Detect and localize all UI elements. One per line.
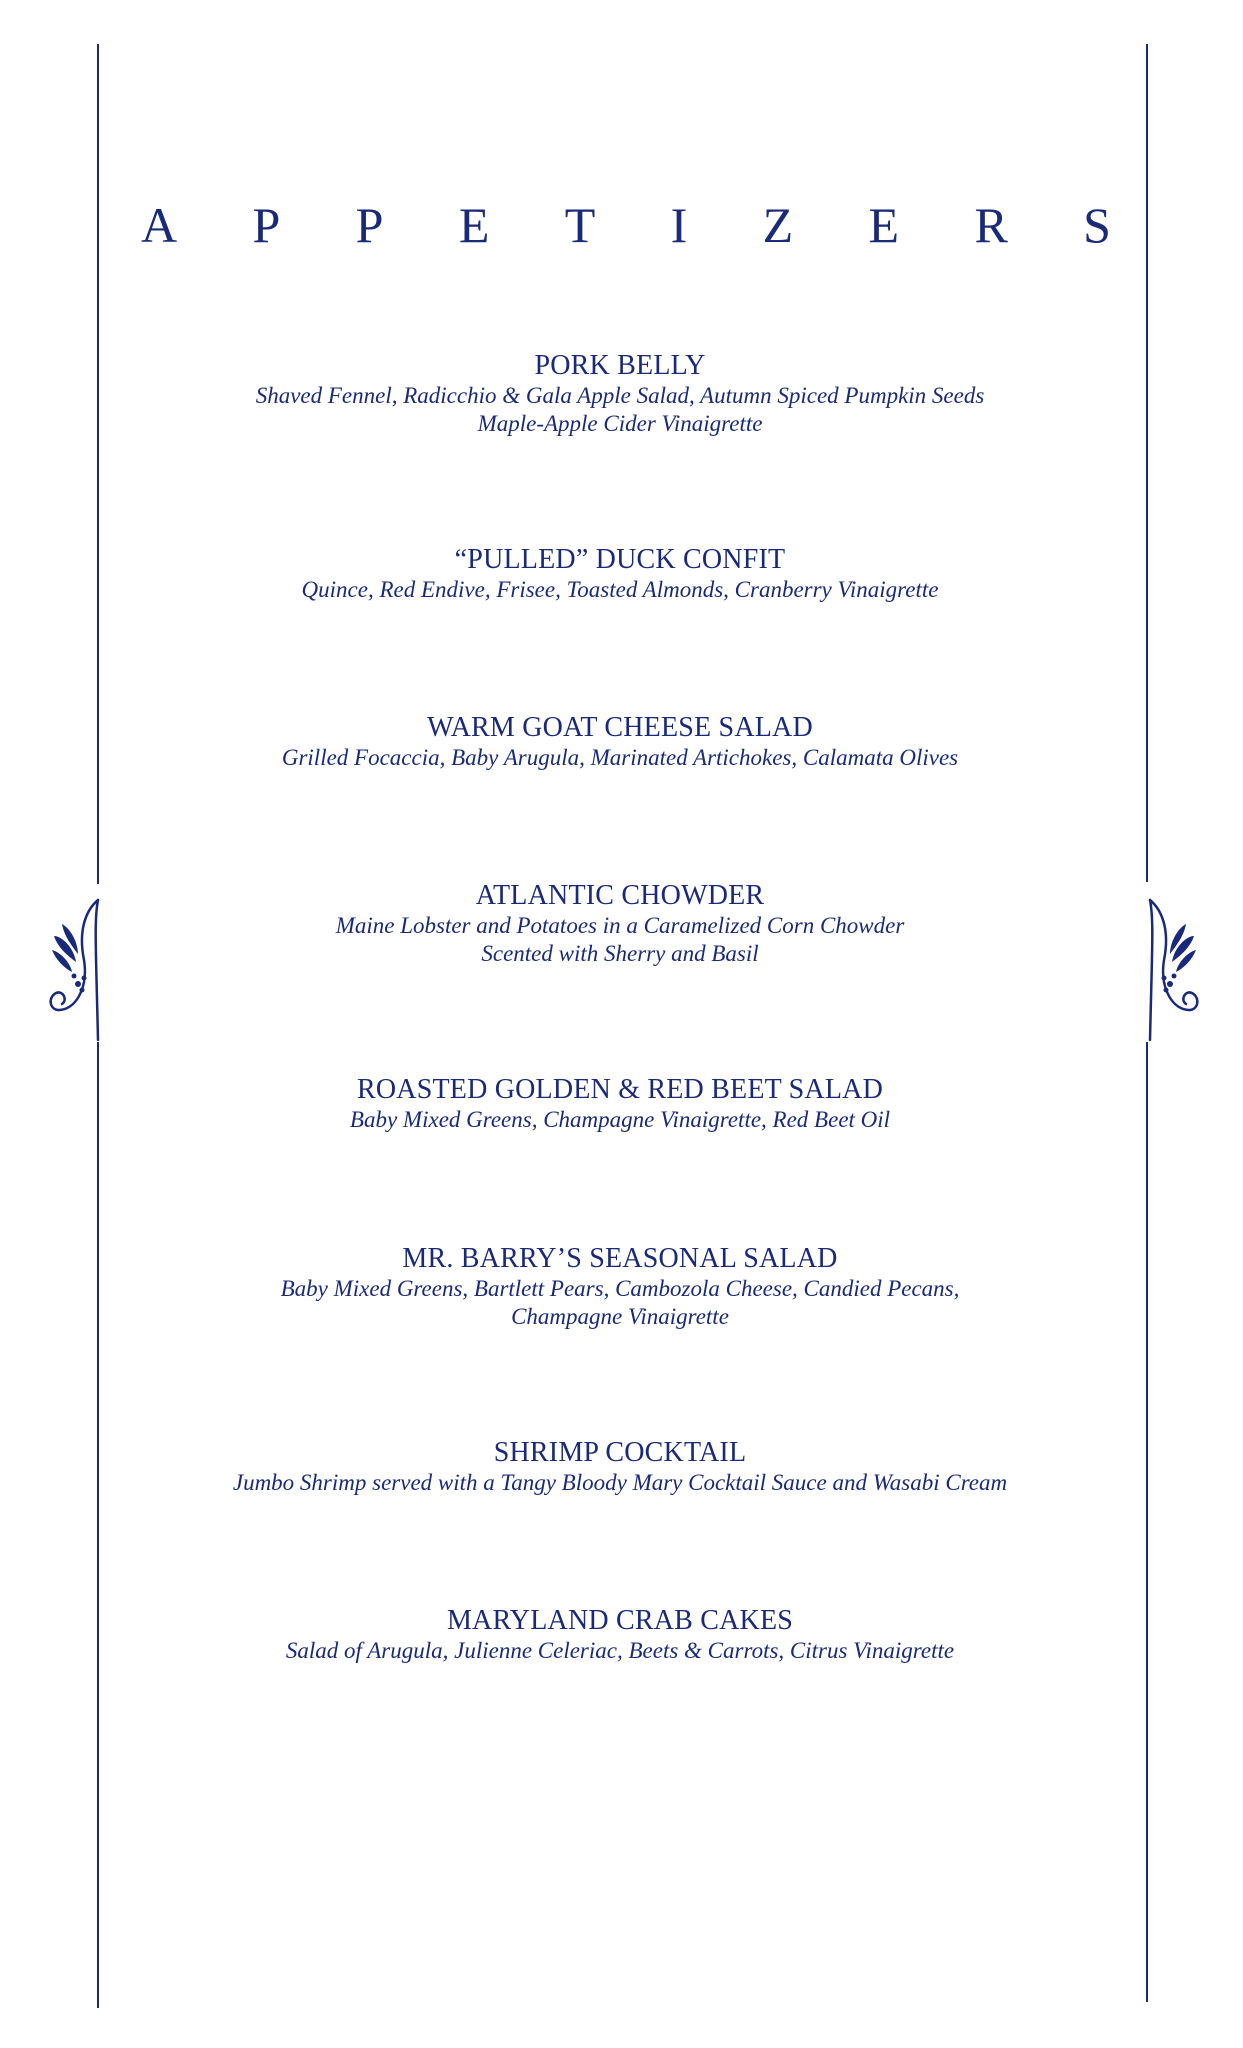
- title-letter: T: [564, 197, 596, 253]
- menu-item-atlantic-chowder: [140, 880, 1100, 968]
- menu-item-crab-cakes: [140, 1605, 1100, 1665]
- item-description: Baby Mixed Greens, Bartlett Pears, Cambozola Cheese, Candied Pecans,: [280, 1276, 960, 1301]
- item-name: MR. BARRY’S SEASONAL SALAD: [402, 1243, 838, 1274]
- item-name: MARYLAND CRAB CAKES: [446, 1605, 794, 1636]
- title-letter: E: [868, 197, 900, 253]
- scroll-flourish-icon: [48, 890, 108, 1050]
- menu-item-beet-salad: [140, 1074, 1100, 1134]
- item-description: Shaved Fennel, Radicchio & Gala Apple Salad, Autumn Spiced Pumpkin Seeds: [255, 383, 985, 408]
- menu-item-duck-confit: [140, 544, 1100, 604]
- item-description: Maple-Apple Cider Vinaigrette: [477, 411, 763, 436]
- item-name: ATLANTIC CHOWDER: [475, 880, 765, 911]
- title-letter: I: [670, 197, 688, 253]
- menu-item-pork-belly: [140, 350, 1100, 438]
- item-description: Jumbo Shrimp served with a Tangy Bloody Mary Cocktail Sauce and Wasabi Cream: [232, 1470, 1008, 1495]
- scroll-flourish-icon: [1140, 890, 1200, 1050]
- menu-item-goat-cheese-salad: [140, 712, 1100, 772]
- left-border-rule-bottom: [97, 1042, 99, 2008]
- item-description: Salad of Arugula, Julienne Celeriac, Beets & Carrots, Citrus Vinaigrette: [285, 1638, 955, 1663]
- item-description: Scented with Sherry and Basil: [481, 941, 759, 966]
- item-description: Baby Mixed Greens, Champagne Vinaigrette, Red Beet Oil: [349, 1107, 891, 1132]
- item-description: Grilled Focaccia, Baby Arugula, Marinated Artichokes, Calamata Olives: [281, 745, 959, 770]
- title-letter: A: [141, 197, 178, 253]
- left-border-rule-top: [97, 44, 99, 884]
- item-description: Champagne Vinaigrette: [511, 1304, 729, 1329]
- item-name: PORK BELLY: [534, 350, 706, 381]
- title-letter: P: [252, 197, 281, 253]
- title-letter: R: [974, 197, 1008, 253]
- item-description: Maine Lobster and Potatoes in a Caramelized Corn Chowder: [335, 913, 905, 938]
- item-name: ROASTED GOLDEN & RED BEET SALAD: [356, 1074, 883, 1105]
- item-description: Quince, Red Endive, Frisee, Toasted Almonds, Cranberry Vinaigrette: [301, 577, 939, 602]
- page-title: [141, 195, 1111, 255]
- title-letter: Z: [762, 197, 794, 253]
- menu-item-seasonal-salad: [140, 1243, 1100, 1331]
- title-letter: P: [355, 197, 384, 253]
- right-border-rule-bottom: [1146, 1042, 1148, 2002]
- title-letter: E: [458, 197, 490, 253]
- menu-item-shrimp-cocktail: [140, 1437, 1100, 1497]
- item-name: SHRIMP COCKTAIL: [493, 1437, 747, 1468]
- item-name: “PULLED” DUCK CONFIT: [454, 544, 786, 575]
- right-border-rule-top: [1146, 44, 1148, 882]
- title-letter: S: [1083, 197, 1111, 253]
- item-name: WARM GOAT CHEESE SALAD: [427, 712, 813, 743]
